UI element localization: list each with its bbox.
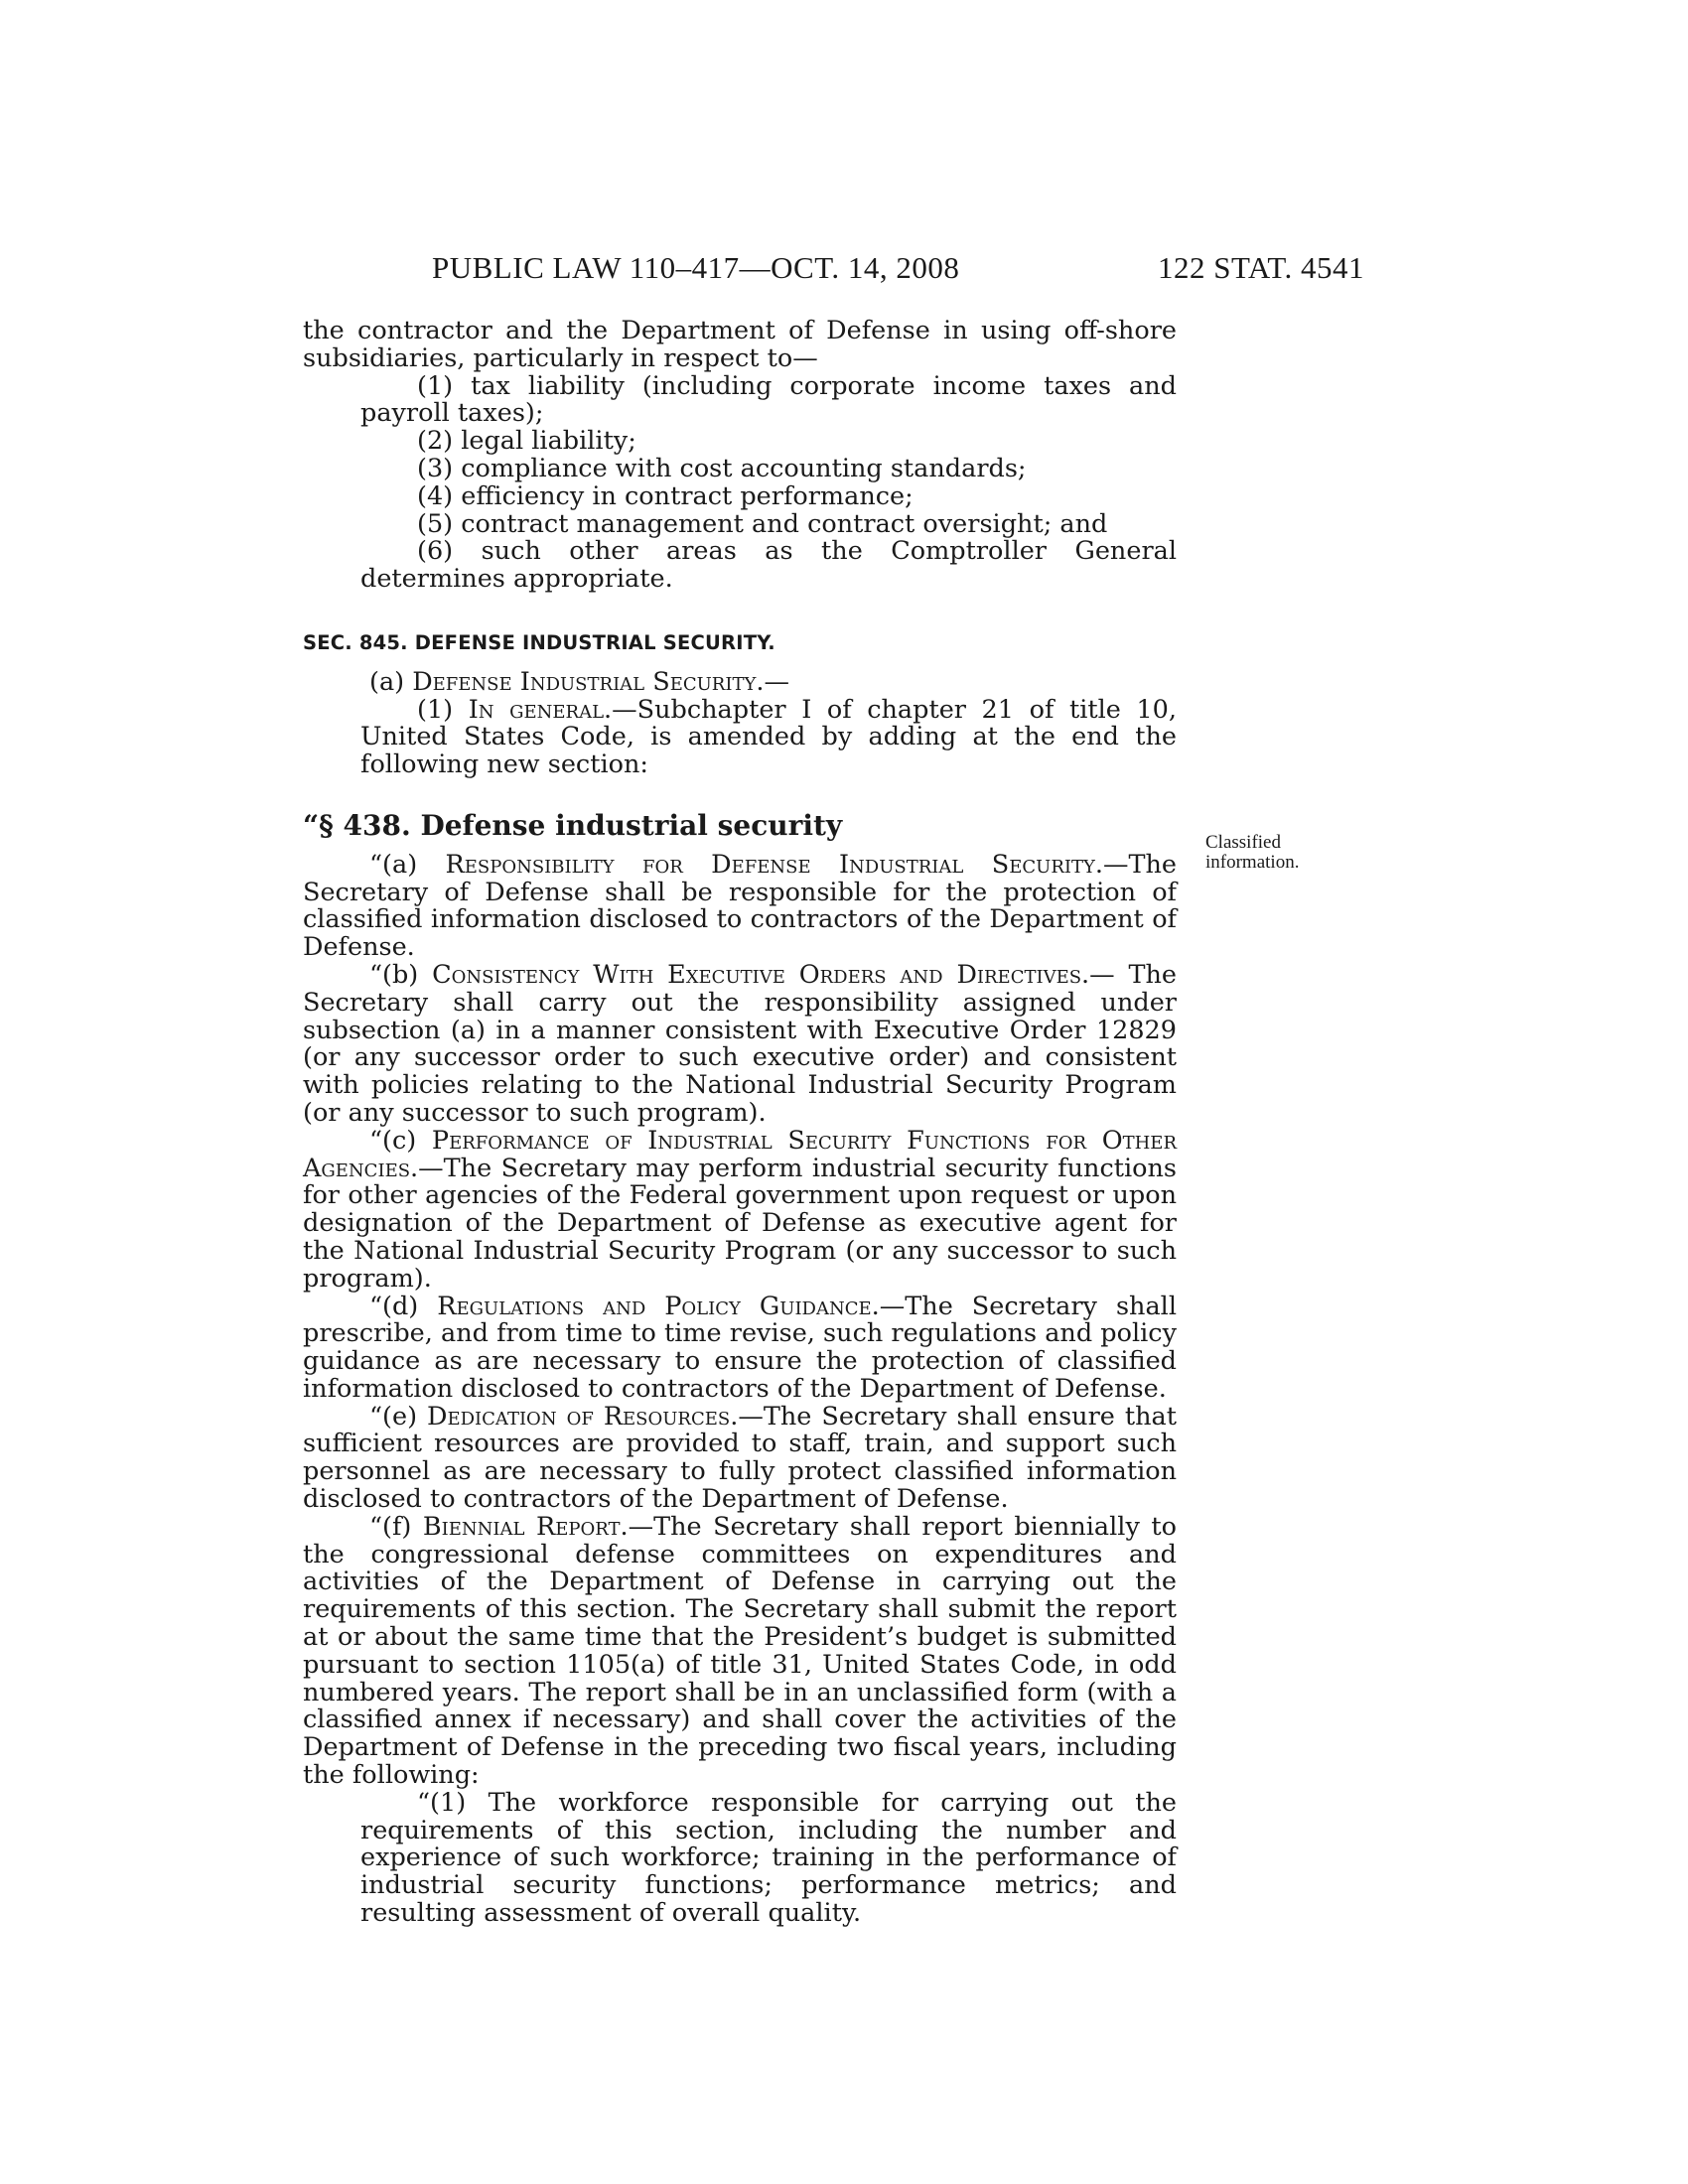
- paragraph-text: .—Subchapter I of chapter 21 of title 10, United States Code, is amended by adding at the end the following new section:: [360, 694, 1177, 780]
- public-law-citation: PUBLIC LAW 110–417—OCT. 14, 2008: [432, 250, 960, 285]
- subsection-text: .—The Secretary shall report biennially to the congressional defense committees on expenditures and activities of the Department of Defense in carrying out the requirements of this section. The Secretary shall submit the report at or about the same time that the President’s budget is submitted pursuant to section 1105(a) of title 31, United States Code, in odd numbered years. The report shall be in an unclassified form (with a classified annex if necessary) and shall cover the activities of the Department of Defense in the preceding two fiscal years, including the following:: [303, 1511, 1177, 1791]
- subsection-caption: Performance of Industrial Security Functions for Other Agencies: [303, 1125, 1177, 1183]
- subsection-caption: Biennial Report: [422, 1511, 621, 1542]
- subsection-dash: .—: [756, 666, 789, 697]
- subsection-438-d: [303, 1291, 1177, 1404]
- list-item: (4) efficiency in contract performance;: [417, 480, 914, 511]
- paragraph-caption: In general: [468, 694, 605, 725]
- subsection-label: “(f): [369, 1511, 423, 1542]
- body-text: [303, 318, 1177, 1928]
- section-heading: SEC. 845. DEFENSE INDUSTRIAL SECURITY.: [303, 630, 775, 654]
- paragraph-label: (1): [417, 694, 469, 725]
- subsection-label: “(a): [369, 849, 446, 880]
- subsection-text: .—The Secretary may perform industrial security functions for other agencies of the Federal government upon request or upon designation of the Department of Defense as executive agent for the National Industrial Security Program (or any successor to such program).: [303, 1153, 1177, 1294]
- subsection-caption: Responsibility for Defense Industrial Security: [445, 849, 1095, 880]
- subsection-label: “(c): [369, 1125, 432, 1156]
- section-438-title: “§ 438. Defense industrial security: [303, 808, 843, 842]
- subsection-text: .— The Secretary shall carry out the responsibility assigned under subsection (a) in a manner consistent with Executive Order 12829 (or any successor order to such executive order) and consistent with policies relating to the National Industrial Security Program (or any successor to such program).: [303, 959, 1177, 1128]
- subsection-text: .—The Secretary shall prescribe, and from time to time revise, such regulations and policy guidance as are necessary to ensure the protection of classified information disclosed to contractors of the Department of Defense.: [303, 1291, 1177, 1404]
- list-item: (1) tax liability (including corporate income taxes and payroll taxes);: [360, 370, 1177, 429]
- paragraph-1: [303, 694, 1177, 780]
- list-item: (6) such other areas as the Comptroller General determines appropriate.: [360, 536, 1177, 595]
- list-item: (2) legal liability;: [417, 426, 636, 457]
- subsection-label: “(d): [369, 1291, 438, 1321]
- list-item: (5) contract management and contract oversight; and: [417, 508, 1108, 539]
- intro-paragraph: the contractor and the Department of Defense in using off-shore subsidiaries, particularly in respect to—: [303, 316, 1177, 373]
- subsection-caption: Regulations and Policy Guidance: [437, 1291, 872, 1321]
- subsection-label: (a): [369, 666, 413, 697]
- margin-note: [1205, 833, 1315, 873]
- margin-note-line: information.: [1205, 852, 1300, 873]
- subsection-438-a: [303, 849, 1178, 963]
- statute-page-number: 122 STAT. 4541: [1157, 250, 1364, 285]
- subsection-caption: Defense Industrial Security: [412, 666, 757, 697]
- subsection-caption: Consistency With Executive Orders and Directives: [432, 959, 1082, 990]
- subsection-438-b: [303, 959, 1177, 1128]
- subsection-text: .—The Secretary of Defense shall be responsible for the protection of classified information disclosed to contractors of the Department of Defense.: [303, 849, 1178, 963]
- subsection-label: “(e): [369, 1401, 428, 1432]
- subsection-caption: Dedication of Resources: [427, 1401, 731, 1432]
- subsection-text: .—The Secretary shall ensure that sufficient resources are provided to staff, train, and support such personnel as are necessary to fully protect classified information disclosed to contractors of the Department of Defense.: [303, 1401, 1177, 1515]
- paragraph-438-f-1: “(1) The workforce responsible for carrying out the requirements of this section, including the number and experience of such workforce; training in the performance of industrial security functions; performance metrics; and resulting assessment of overall quality.: [360, 1787, 1177, 1929]
- margin-note-line: Classified: [1205, 832, 1281, 853]
- subsection-a: [303, 666, 1177, 697]
- subsection-438-c: [303, 1125, 1177, 1294]
- page-header: [303, 250, 1364, 290]
- subsection-438-e: [303, 1401, 1177, 1515]
- list-item: (3) compliance with cost accounting standards;: [417, 453, 1027, 483]
- subsection-label: “(b): [369, 959, 433, 990]
- subsection-438-f: [303, 1511, 1177, 1791]
